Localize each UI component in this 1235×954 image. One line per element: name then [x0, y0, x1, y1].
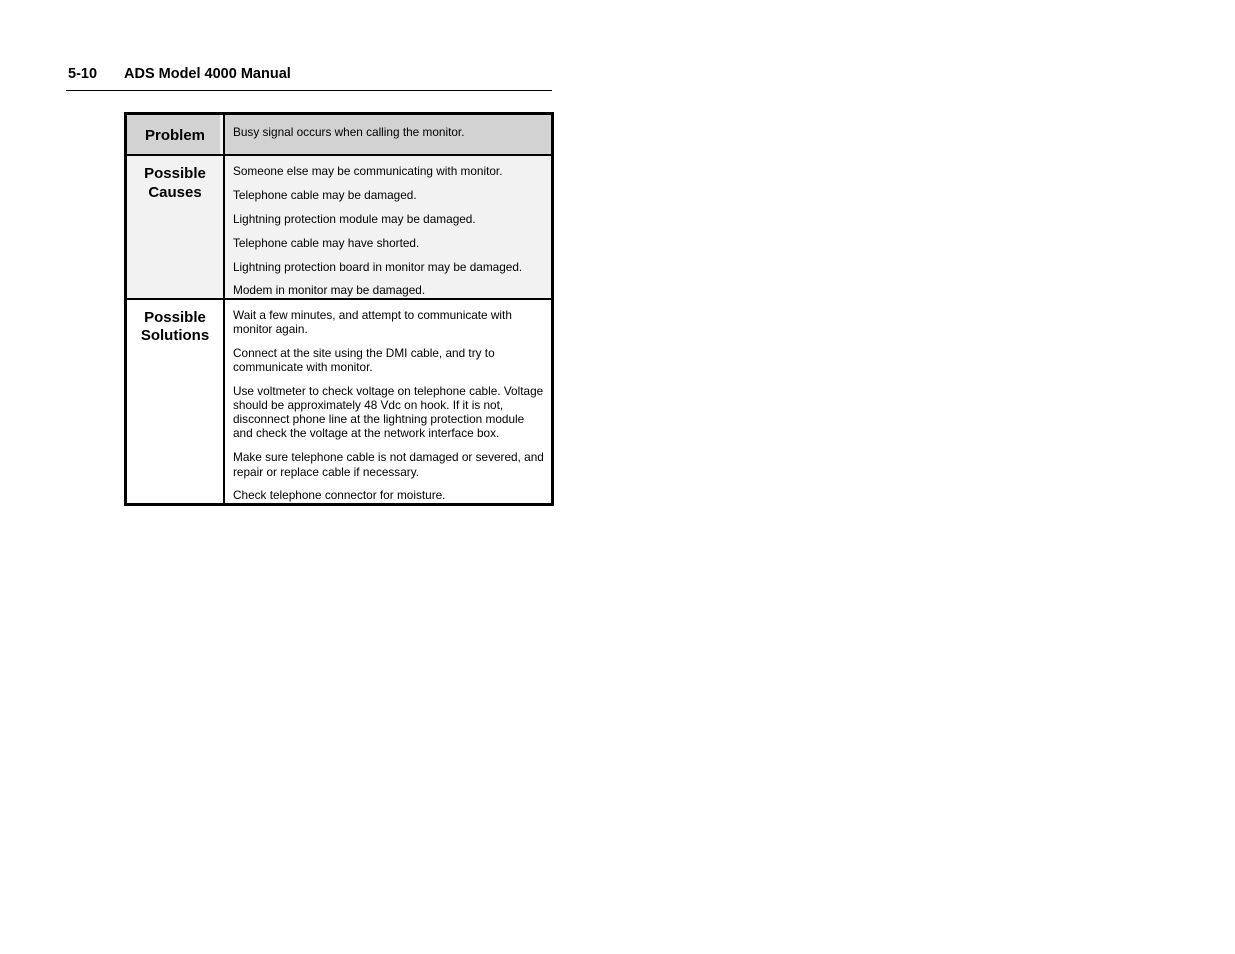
page-header [66, 66, 552, 91]
solution-item: Check telephone connector for moisture. [233, 488, 446, 503]
cause-item: Modem in monitor may be damaged. [233, 283, 426, 298]
causes-list [224, 155, 553, 299]
solutions-list [224, 299, 553, 504]
page-number: 5-10 [68, 66, 98, 82]
cause-item: Telephone cable may be damaged. [233, 187, 417, 202]
cause-item: Lightning protection board in monitor may be damaged. [233, 259, 523, 274]
causes-label-line2: Causes [148, 183, 202, 201]
cause-item: Lightning protection module may be damaged. [233, 211, 476, 226]
solution-item: Connect at the site using the DMI cable, and try to communicate with monitor. [233, 345, 495, 374]
cause-item: Someone else may be communicating with monitor. [233, 164, 503, 178]
solutions-row [126, 299, 553, 504]
problem-description: Busy signal occurs when calling the monitor. [233, 125, 465, 139]
solutions-label [126, 299, 225, 504]
solution-item: Wait a few minutes, and attempt to communicate with monitor again. [233, 307, 512, 336]
solution-item: Make sure telephone cable is not damaged or severed, and repair or replace cable if necessary. [233, 450, 544, 479]
troubleshooting-table [124, 112, 554, 506]
page-title: ADS Model 4000 Manual [124, 66, 291, 82]
problem-label: Problem [126, 114, 225, 156]
causes-row [126, 155, 553, 299]
causes-label [126, 155, 225, 299]
causes-label-line1: Possible [144, 165, 206, 182]
solution-item: Use voltmeter to check voltage on telephone cable. Voltage should be approximately 48 Vdc on hook. If it is not, disconnect phone line at the lightning protection module and check the voltage at the network interface box. [233, 383, 544, 441]
problem-text [224, 114, 553, 156]
solutions-label-line1: Possible [144, 308, 206, 326]
problem-row [126, 114, 553, 156]
solutions-label-line2: Solutions [140, 327, 210, 345]
cause-item: Telephone cable may have shorted. [233, 235, 420, 250]
